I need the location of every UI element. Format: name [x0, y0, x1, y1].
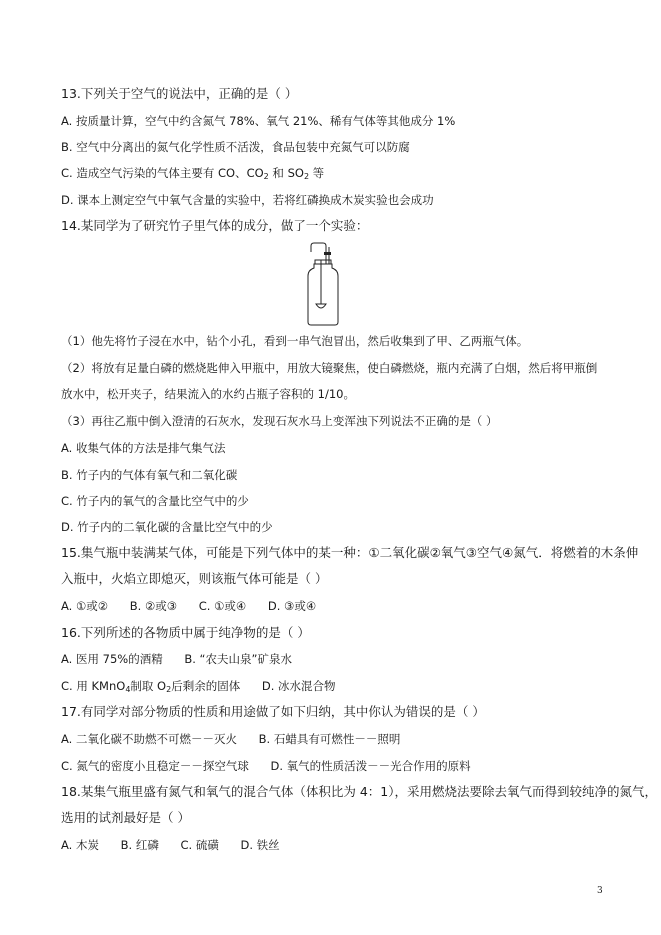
- q17-option-a: A. 二氧化碳不助燃不可燃－－灭火: [61, 732, 237, 746]
- q16-options-row-1: [61, 651, 292, 667]
- q16-option-d: D. 冰水混合物: [261, 679, 336, 693]
- q18-option-b: B. 红磷: [120, 838, 159, 852]
- q16-c-sub-1: 4: [125, 685, 131, 694]
- q14-paragraph-1: （1）他先将竹子浸在水中，钻个小孔，看到一串气泡冒出，然后收集到了甲、乙两瓶气体。: [61, 334, 529, 348]
- q13-stem: 13.下列关于空气的说法中，正确的是（ ）: [61, 86, 298, 101]
- q13-c-text-3: 等: [309, 166, 325, 180]
- q17-options-row-2: [61, 758, 471, 774]
- q17-option-d: D. 氧气的性质活泼－－光合作用的原料: [270, 759, 471, 773]
- q16-option-b: B. “农夫山泉”矿泉水: [184, 652, 292, 666]
- q18-stem-line-1: 18.某集气瓶里盛有氮气和氧气的混合气体（体积比为 4：1），采用燃烧法要除去氧气而得到较纯净的氮气，: [61, 784, 658, 799]
- q15-option-b: B. ②或③: [129, 599, 178, 613]
- q13-option-d: D. 课本上测定空气中氧气含量的实验中，若将红磷换成木炭实验也会成功: [61, 193, 434, 207]
- glass-tube: [311, 243, 326, 264]
- q15-option-a: A. ①或②: [61, 599, 109, 613]
- q13-option-a: A. 按质量计算，空气中约含氮气 78%、氧气 21%、稀有气体等其他成分 1%: [61, 114, 456, 128]
- q14-option-b: B. 竹子内的气体有氧气和二氧化碳: [61, 468, 238, 482]
- q14-paragraph-2-line-2: 放水中，松开夹子，结果流入的水约占瓶子容积的 1/10。: [61, 387, 355, 401]
- q13-option-b: B. 空气中分离出的氮气化学性质不活泼，食品包装中充氮气可以防腐: [61, 140, 410, 154]
- q14-paragraph-2-line-1: （2）将放有足量白磷的燃烧匙伸入甲瓶中，用放大镜聚焦，使白磷燃烧，瓶内充满了白烟，然后将甲瓶倒: [61, 361, 598, 375]
- q18-option-d: D. 铁丝: [240, 838, 280, 852]
- bottle-outline: [308, 264, 338, 325]
- q15-options: [61, 598, 316, 614]
- q15-option-c: C. ①或④: [198, 599, 247, 613]
- q15-stem-line-1: 15.集气瓶中装满某气体，可能是下列气体中的某一种：①二氧化碳②氧气③空气④氮气．将燃着的木条伸: [61, 545, 639, 560]
- q13-c-text-1: C. 造成空气污染的气体主要有 CO、CO: [61, 166, 264, 180]
- q17-stem: 17.有同学对部分物质的性质和用途做了如下归纳，其中你认为错误的是（ ）: [61, 704, 485, 719]
- gas-bottle-figure: [302, 242, 344, 326]
- q14-option-d: D. 竹子内的二氧化碳的含量比空气中的少: [61, 520, 273, 534]
- q18-stem-line-2: 选用的试剂最好是（ ）: [61, 810, 190, 825]
- q18-option-a: A. 木炭: [61, 838, 99, 852]
- q18-option-c: C. 硫磺: [180, 838, 219, 852]
- q16-stem: 16.下列所述的各物质中属于纯净物的是（ ）: [61, 625, 310, 640]
- spoon-bowl: [316, 304, 326, 308]
- q16-option-a: A. 医用 75%的酒精: [61, 652, 163, 666]
- q15-option-d: D. ③或④: [267, 599, 317, 613]
- page-number: 3: [597, 886, 603, 896]
- q14-option-a: A. 收集气体的方法是排气集气法: [61, 441, 226, 455]
- q13-c-sub-1: 2: [263, 172, 269, 181]
- q17-option-c: C. 氮气的密度小且稳定－－探空气球: [61, 759, 249, 773]
- q16-options-row-2: [61, 678, 336, 694]
- q14-option-c: C. 竹子内的氧气的含量比空气中的少: [61, 494, 249, 508]
- q15-stem-line-2: 入瓶中，火焰立即熄灭，则该瓶气体可能是（ ）: [61, 571, 328, 586]
- q17-options-row-1: [61, 731, 400, 747]
- q16-c-sub-2: 2: [166, 685, 172, 694]
- q13-option-c: [61, 165, 324, 181]
- tube-clip: [324, 252, 331, 255]
- q13-c-text-2: 和 SO: [268, 166, 304, 180]
- q16-option-c: [61, 678, 240, 694]
- q13-c-sub-2: 2: [303, 172, 310, 181]
- q16-c-text-1: C. 用 KMnO: [61, 679, 126, 693]
- q16-c-text-3: 后剩余的固体: [171, 679, 241, 693]
- q14-stem: 14.某同学为了研究竹子里气体的成分，做了一个实验：: [61, 218, 369, 233]
- q17-option-b: B. 石蜡具有可燃性－－照明: [258, 732, 401, 746]
- q14-paragraph-3: （3）再往乙瓶中倒入澄清的石灰水，发现石灰水马上变浑浊下列说法不正确的是（ ）: [61, 414, 498, 428]
- q16-c-text-2: 制取 O: [130, 679, 167, 693]
- q18-options: [61, 837, 280, 853]
